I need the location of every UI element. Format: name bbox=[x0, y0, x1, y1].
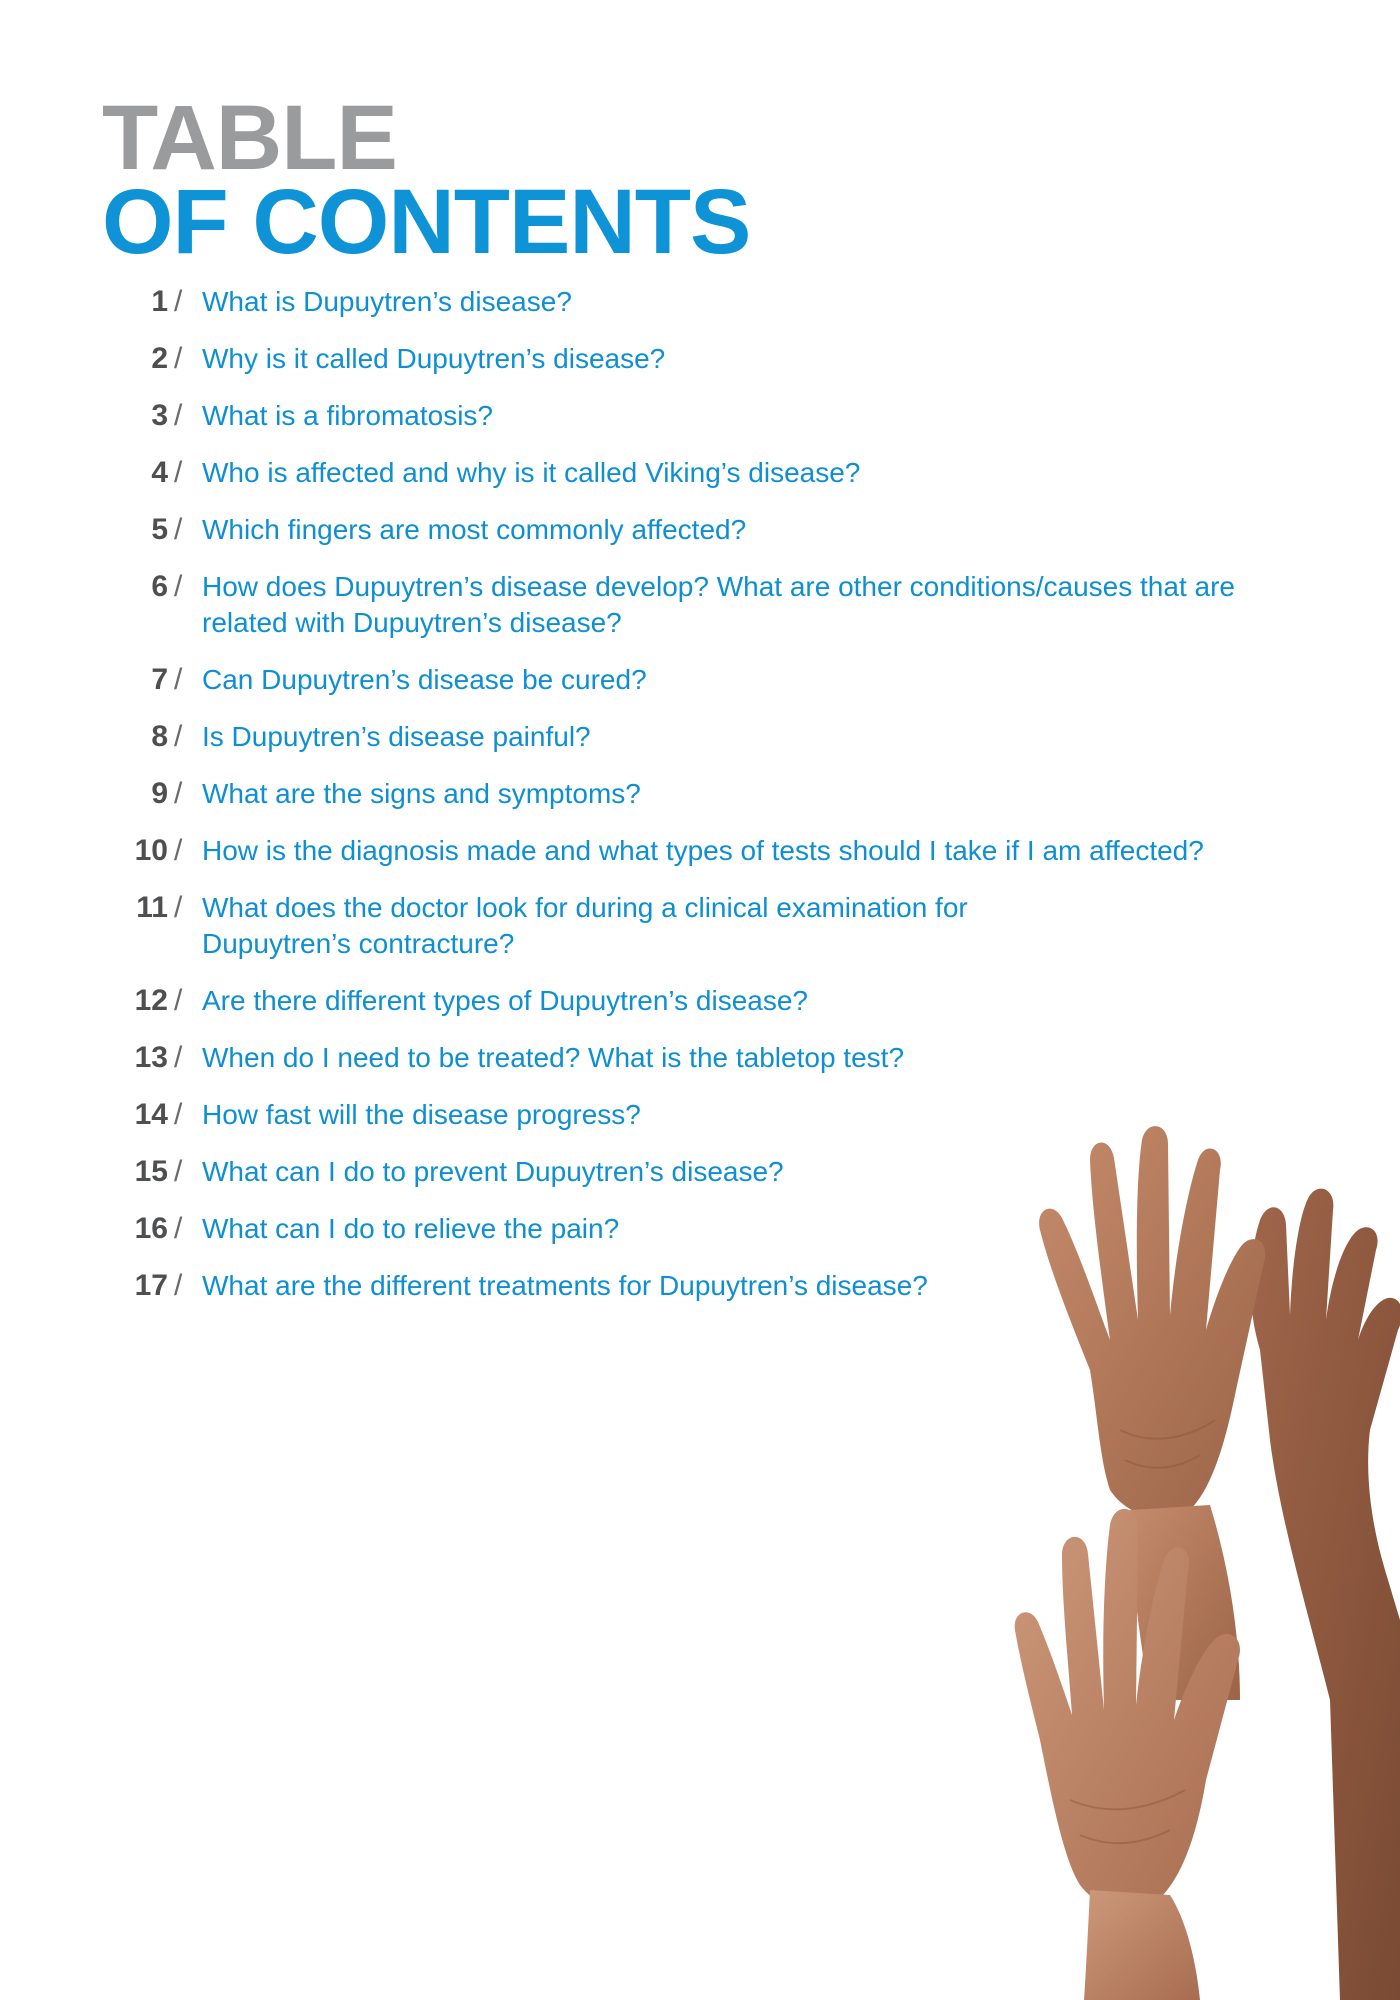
toc-number-value: 14 bbox=[134, 1098, 168, 1131]
toc-number-value: 15 bbox=[134, 1155, 168, 1188]
toc-number bbox=[100, 719, 200, 755]
toc-number bbox=[100, 1040, 200, 1076]
toc-entry-1[interactable] bbox=[100, 284, 1300, 320]
toc-number bbox=[100, 1097, 200, 1133]
toc-number bbox=[100, 341, 200, 377]
toc-number-value: 7 bbox=[151, 663, 168, 696]
toc-separator: / bbox=[174, 777, 183, 810]
toc-link[interactable]: Which fingers are most commonly affected? bbox=[202, 514, 747, 545]
toc-link[interactable]: What does the doctor look for during a clinical examination for Dupuytren’s contracture? bbox=[202, 892, 968, 959]
title-line-contents: OF CONTENTS bbox=[102, 171, 751, 273]
toc-number-value: 17 bbox=[134, 1269, 168, 1302]
toc-separator: / bbox=[174, 1212, 183, 1245]
toc-entry-7[interactable] bbox=[100, 662, 1300, 698]
toc-number bbox=[100, 284, 200, 320]
toc-separator: / bbox=[174, 891, 183, 924]
toc-separator: / bbox=[174, 513, 183, 546]
toc-separator: / bbox=[174, 1155, 183, 1188]
toc-number-value: 11 bbox=[136, 891, 168, 924]
toc-number bbox=[100, 890, 200, 926]
toc-entry-10[interactable] bbox=[100, 833, 1300, 869]
toc-separator: / bbox=[174, 1269, 183, 1302]
toc-number-value: 2 bbox=[151, 342, 168, 375]
toc-number-value: 12 bbox=[134, 984, 168, 1017]
toc-link[interactable]: When do I need to be treated? What is the tabletop test? bbox=[202, 1042, 905, 1073]
toc-number-value: 16 bbox=[134, 1212, 168, 1245]
toc-number bbox=[100, 983, 200, 1019]
toc-entry-5[interactable] bbox=[100, 512, 1300, 548]
toc-number bbox=[100, 455, 200, 491]
toc-number bbox=[100, 1154, 200, 1190]
toc-separator: / bbox=[174, 834, 183, 867]
toc-entry-8[interactable] bbox=[100, 719, 1300, 755]
toc-entry-2[interactable] bbox=[100, 341, 1300, 377]
toc-separator: / bbox=[174, 984, 183, 1017]
toc-link[interactable]: How does Dupuytren’s disease develop? What are other conditions/causes that are related with Dupuytren’s disease? bbox=[202, 571, 1235, 638]
toc-number-value: 3 bbox=[151, 399, 168, 432]
toc-separator: / bbox=[174, 720, 183, 753]
toc-entry-3[interactable] bbox=[100, 398, 1300, 434]
toc-link[interactable]: Why is it called Dupuytren’s disease? bbox=[202, 343, 666, 374]
toc-number bbox=[100, 512, 200, 548]
toc-number-value: 8 bbox=[151, 720, 168, 753]
toc-separator: / bbox=[174, 1098, 183, 1131]
toc-entry-13[interactable] bbox=[100, 1040, 1300, 1076]
toc-number bbox=[100, 776, 200, 812]
toc-link[interactable]: What is a fibromatosis? bbox=[202, 400, 493, 431]
toc-link[interactable]: Are there different types of Dupuytren’s disease? bbox=[202, 985, 808, 1016]
toc-number-value: 9 bbox=[151, 777, 168, 810]
toc-number bbox=[100, 1211, 200, 1247]
toc-link[interactable]: What is Dupuytren’s disease? bbox=[202, 286, 572, 317]
toc-link[interactable]: What can I do to prevent Dupuytren’s disease? bbox=[202, 1156, 784, 1187]
toc-separator: / bbox=[174, 342, 183, 375]
toc-number-value: 10 bbox=[134, 834, 168, 867]
toc-separator: / bbox=[174, 663, 183, 696]
raised-hands-photo bbox=[1010, 1100, 1400, 2000]
toc-number bbox=[100, 398, 200, 434]
toc-separator: / bbox=[174, 1041, 183, 1074]
toc-link[interactable]: Can Dupuytren’s disease be cured? bbox=[202, 664, 647, 695]
toc-link[interactable]: What are the different treatments for Dupuytren’s disease? bbox=[202, 1270, 928, 1301]
toc-separator: / bbox=[174, 456, 183, 489]
toc-number-value: 1 bbox=[151, 285, 168, 318]
toc-link[interactable]: How is the diagnosis made and what types of tests should I take if I am affected? bbox=[202, 835, 1204, 866]
toc-entry-6[interactable] bbox=[100, 569, 1300, 641]
toc-entry-12[interactable] bbox=[100, 983, 1300, 1019]
toc-link[interactable]: Is Dupuytren’s disease painful? bbox=[202, 721, 591, 752]
toc-number bbox=[100, 1268, 200, 1304]
toc-separator: / bbox=[174, 399, 183, 432]
toc-link[interactable]: Who is affected and why is it called Viking’s disease? bbox=[202, 457, 861, 488]
page-title bbox=[102, 87, 751, 273]
toc-entry-11[interactable] bbox=[100, 890, 1300, 962]
toc-number bbox=[100, 569, 200, 605]
toc-entry-4[interactable] bbox=[100, 455, 1300, 491]
toc-separator: / bbox=[174, 285, 183, 318]
toc-number bbox=[100, 833, 200, 869]
toc-number-value: 5 bbox=[151, 513, 168, 546]
toc-number bbox=[100, 662, 200, 698]
toc-link[interactable]: What are the signs and symptoms? bbox=[202, 778, 641, 809]
toc-number-value: 13 bbox=[134, 1041, 168, 1074]
toc-link[interactable]: How fast will the disease progress? bbox=[202, 1099, 641, 1130]
title-line-table: TABLE bbox=[102, 87, 397, 189]
toc-number-value: 4 bbox=[151, 456, 168, 489]
toc-separator: / bbox=[174, 570, 183, 603]
toc-link[interactable]: What can I do to relieve the pain? bbox=[202, 1213, 620, 1244]
toc-entry-9[interactable] bbox=[100, 776, 1300, 812]
toc-number-value: 6 bbox=[151, 570, 168, 603]
back-hand bbox=[1251, 1189, 1400, 2000]
